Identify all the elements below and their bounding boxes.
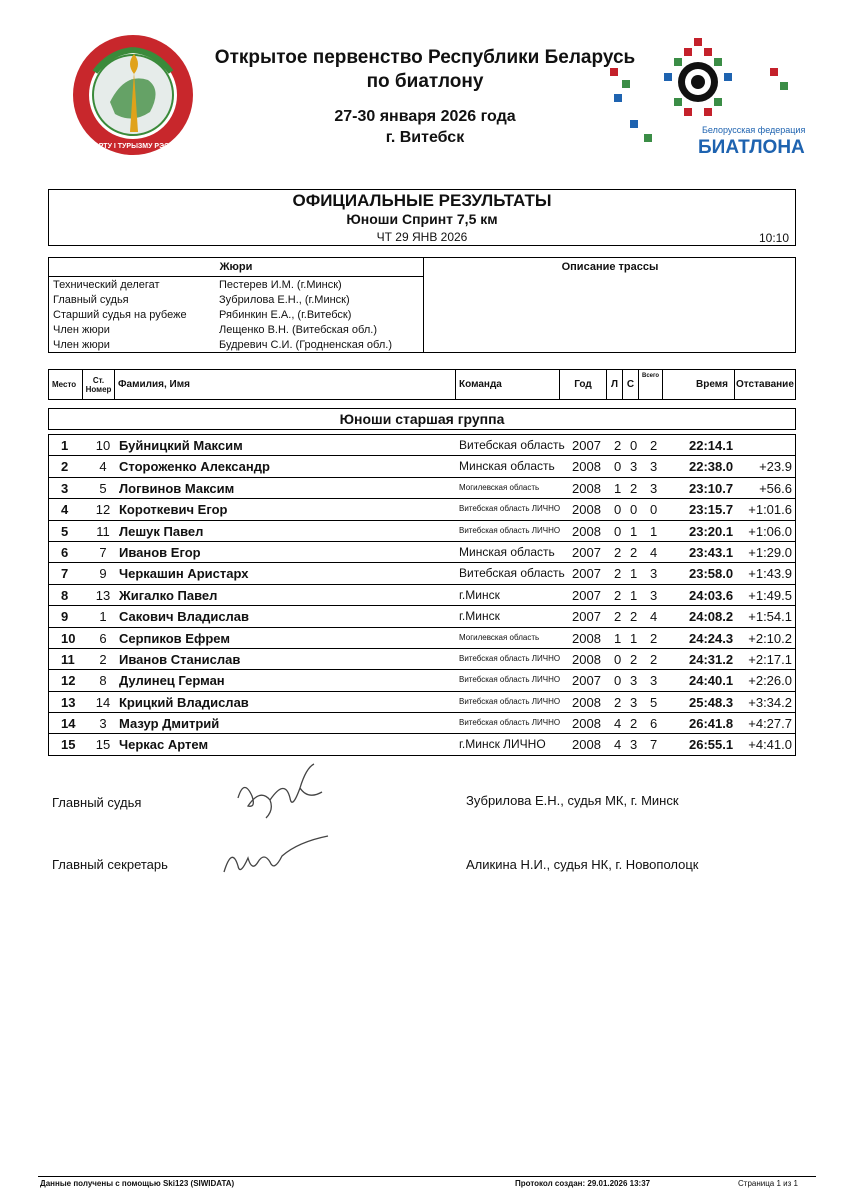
result-standing-misses: 0 (630, 502, 638, 518)
result-name: Дулинец Герман (119, 673, 225, 689)
result-behind: +1:29.0 (748, 544, 792, 560)
group-title: Юноши старшая группа (48, 408, 796, 430)
result-year: 2008 (572, 716, 601, 732)
result-total-misses: 1 (650, 523, 658, 539)
footer-divider (38, 1176, 816, 1177)
secretary-label: Главный секретарь (52, 857, 168, 872)
result-row (49, 585, 795, 606)
result-place: 8 (61, 587, 69, 603)
result-total-misses: 0 (650, 502, 658, 518)
result-bib: 2 (99, 651, 107, 667)
result-row (49, 521, 795, 542)
result-name: Сакович Владислав (119, 609, 250, 625)
result-team: Минская область (459, 459, 555, 474)
result-prone-misses: 2 (614, 566, 622, 582)
result-bib: 12 (95, 502, 111, 518)
result-behind: +1:06.0 (748, 523, 792, 539)
result-year: 2007 (572, 544, 601, 560)
result-place: 12 (61, 673, 76, 689)
result-standing-misses: 3 (630, 459, 638, 475)
result-bib: 14 (95, 694, 111, 710)
result-total-misses: 2 (650, 438, 658, 453)
result-behind: +3:34.2 (748, 694, 792, 710)
result-prone-misses: 1 (614, 630, 622, 646)
header-dates: 27-30 января 2026 года (334, 108, 516, 125)
result-bib: 1 (99, 609, 107, 625)
result-row (49, 563, 795, 584)
jury-role: Член жюри (53, 339, 110, 351)
col-year: Год (560, 370, 607, 399)
result-prone-misses: 4 (614, 737, 622, 753)
result-team: Витебская область ЛИЧНО (459, 696, 561, 706)
result-bib: 13 (95, 587, 111, 603)
result-total-misses: 3 (650, 673, 658, 689)
col-team: Команда (456, 370, 560, 399)
result-time: 23:10.7 (689, 480, 734, 496)
result-team: Витебская область ЛИЧНО (459, 525, 561, 535)
result-time: 24:40.1 (689, 673, 734, 689)
result-time: 23:20.1 (689, 523, 734, 539)
result-time: 26:55.1 (689, 737, 734, 753)
official-results-heading: ОФИЦИАЛЬНЫЕ РЕЗУЛЬТАТЫ (292, 191, 552, 210)
col-bib-line2: Номер (85, 384, 112, 394)
result-row (49, 606, 795, 627)
result-team: Витебская область ЛИЧНО (459, 653, 561, 663)
result-place: 4 (61, 502, 69, 518)
result-behind: +56.6 (759, 480, 792, 496)
result-time: 22:14.1 (689, 438, 734, 453)
secretary-signature (218, 832, 338, 892)
biathlon-federation-logo (610, 38, 806, 158)
result-year: 2008 (572, 651, 601, 667)
result-year: 2007 (572, 566, 601, 582)
result-place: 11 (61, 651, 75, 667)
result-row (49, 628, 795, 649)
result-standing-misses: 2 (630, 544, 638, 560)
result-name: Крицкий Владислав (119, 694, 249, 710)
result-name: Короткевич Егор (119, 502, 228, 518)
result-behind: +4:27.7 (748, 716, 792, 732)
result-total-misses: 2 (650, 630, 658, 646)
result-prone-misses: 0 (614, 502, 622, 518)
result-bib: 10 (95, 438, 111, 453)
result-team: Витебская область ЛИЧНО (459, 504, 561, 514)
jury-heading: Жюри (49, 258, 423, 277)
result-year: 2007 (572, 609, 601, 625)
col-bib-line1: Ст. (92, 375, 105, 385)
header-city: г. Витебск (385, 129, 465, 146)
jury-role: Член жюри (53, 324, 110, 336)
result-name: Стороженко Александр (119, 459, 270, 475)
ministry-logo (28, 32, 238, 158)
result-standing-misses: 3 (630, 737, 638, 753)
result-row (49, 713, 795, 734)
result-row (49, 542, 795, 563)
result-time: 24:24.3 (689, 630, 734, 646)
result-row (49, 499, 795, 520)
result-prone-misses: 1 (614, 480, 622, 496)
result-name: Логвинов Максим (119, 480, 235, 496)
jury-member-row (49, 293, 423, 308)
result-place: 3 (61, 480, 69, 496)
result-row (49, 734, 795, 755)
result-place: 7 (61, 566, 69, 582)
result-prone-misses: 2 (614, 587, 622, 603)
result-team: г.Минск ЛИЧНО (459, 737, 546, 752)
result-year: 2008 (572, 737, 601, 753)
results-column-header (48, 369, 796, 400)
footer-page: Страница 1 из 1 (738, 1179, 798, 1188)
result-row (49, 692, 795, 713)
ministry-logo-text: МІНІСТЭРСТВА СПОРТУ І ТУРЫЗМУ РЭСПУБЛІКІ БЕЛАРУСЬ (28, 143, 238, 150)
result-team: Минская область (459, 544, 555, 559)
result-standing-misses: 1 (630, 587, 638, 603)
result-behind: +2:10.2 (748, 630, 792, 646)
result-bib: 8 (99, 673, 107, 689)
col-bib (83, 370, 115, 399)
result-place: 2 (61, 459, 69, 475)
result-year: 2007 (572, 438, 601, 453)
result-time: 24:31.2 (689, 651, 734, 667)
chief-judge-name: Зубрилова Е.Н., судья МК, г. Минск (466, 793, 679, 808)
result-total-misses: 4 (650, 609, 658, 625)
results-table (48, 434, 796, 756)
result-place: 13 (61, 694, 76, 710)
event-date: ЧТ 29 ЯНВ 2026 (376, 230, 468, 244)
result-year: 2007 (572, 587, 601, 603)
result-row (49, 649, 795, 670)
jury-section (48, 257, 796, 353)
result-name: Черкашин Аристарх (119, 566, 249, 582)
result-place: 5 (61, 523, 69, 539)
jury-member-row (49, 338, 423, 353)
result-time: 23:58.0 (689, 566, 734, 582)
result-behind: +1:54.1 (748, 609, 792, 625)
result-standing-misses: 2 (630, 651, 638, 667)
result-prone-misses: 2 (614, 544, 622, 560)
result-time: 23:15.7 (689, 502, 734, 518)
col-s: С (623, 370, 639, 399)
result-bib: 5 (99, 480, 107, 496)
result-behind: +4:41.0 (748, 737, 792, 753)
result-total-misses: 3 (650, 587, 658, 603)
jury-member-row (49, 278, 423, 293)
result-team: Витебская область ЛИЧНО (459, 675, 561, 685)
result-prone-misses: 2 (614, 438, 622, 453)
result-prone-misses: 0 (614, 523, 622, 539)
result-team: Витебская область (459, 566, 565, 581)
result-bib: 4 (99, 459, 107, 475)
result-total-misses: 7 (650, 737, 658, 753)
result-behind: +1:43.9 (748, 566, 792, 582)
result-total-misses: 3 (650, 480, 658, 496)
result-bib: 11 (96, 523, 110, 539)
result-name: Серпиков Ефрем (119, 630, 230, 646)
result-name: Жигалко Павел (119, 587, 218, 603)
result-total-misses: 3 (650, 459, 658, 475)
result-team: Витебская область (459, 438, 565, 452)
jury-role: Старший судья на рубеже (53, 309, 187, 321)
results-title-box (48, 189, 796, 246)
result-row (49, 670, 795, 691)
result-behind: +2:17.1 (748, 651, 792, 667)
result-time: 25:48.3 (689, 694, 734, 710)
track-description-heading (423, 258, 796, 353)
result-prone-misses: 4 (614, 716, 622, 732)
result-prone-misses: 0 (614, 459, 622, 475)
result-year: 2008 (572, 523, 601, 539)
result-standing-misses: 1 (630, 523, 638, 539)
jury-role: Главный судья (53, 294, 129, 306)
footer-created: Протокол создан: 29.01.2026 13:37 (515, 1179, 651, 1188)
result-total-misses: 6 (650, 716, 658, 732)
jury-person: Лещенко В.Н. (Витебская обл.) (219, 324, 377, 336)
result-team: Могилевская область (459, 482, 540, 492)
result-standing-misses: 1 (630, 566, 638, 582)
result-time: 22:38.0 (689, 459, 734, 475)
result-year: 2007 (572, 673, 601, 689)
fed-big-text: БИАТЛОНА (698, 137, 805, 158)
result-name: Мазур Дмитрий (119, 716, 220, 732)
result-time: 24:03.6 (689, 587, 734, 603)
result-row (49, 478, 795, 499)
result-prone-misses: 2 (614, 694, 622, 710)
result-team: Могилевская область (459, 632, 540, 642)
result-place: 9 (61, 609, 69, 625)
result-prone-misses: 0 (614, 651, 622, 667)
jury-person: Зубрилова Е.Н., (г.Минск) (219, 294, 350, 306)
result-place: 15 (61, 737, 76, 753)
result-behind: +1:01.6 (748, 502, 792, 518)
jury-person: Пестерев И.М. (г.Минск) (219, 279, 342, 291)
footer-data-source: Данные получены с помощью Ski123 (SIWIDATA) (40, 1179, 235, 1188)
result-total-misses: 4 (650, 544, 658, 560)
jury-person: Будревич С.И. (Гродненская обл.) (219, 339, 392, 351)
result-standing-misses: 2 (630, 609, 638, 625)
event-name: Юноши Спринт 7,5 км (346, 211, 498, 227)
track-description-label: Описание трассы (561, 261, 659, 273)
col-time: Время (663, 370, 735, 399)
event-time: 10:10 (758, 231, 789, 245)
result-behind: +2:26.0 (748, 673, 792, 689)
result-bib: 9 (99, 566, 107, 582)
result-team: г.Минск (459, 587, 500, 602)
result-behind: +23.9 (759, 459, 792, 475)
result-bib: 7 (99, 544, 107, 560)
result-bib: 15 (95, 737, 111, 753)
result-year: 2008 (572, 694, 601, 710)
result-prone-misses: 0 (614, 673, 622, 689)
result-team: Витебская область ЛИЧНО (459, 718, 561, 728)
chief-judge-signature (230, 758, 340, 833)
result-place: 10 (61, 630, 76, 646)
jury-member-row (49, 308, 423, 323)
result-behind: +1:49.5 (748, 587, 792, 603)
jury-role: Технический делегат (53, 279, 160, 291)
result-standing-misses: 2 (630, 480, 638, 496)
result-name: Буйницкий Максим (119, 438, 243, 453)
result-total-misses: 3 (650, 566, 658, 582)
fed-small-text: Белорусская федерация (702, 125, 806, 135)
result-name: Иванов Станислав (119, 651, 241, 667)
col-l: Л (607, 370, 623, 399)
result-place: 6 (61, 544, 69, 560)
result-prone-misses: 2 (614, 609, 622, 625)
result-name: Иванов Егор (119, 544, 201, 560)
result-standing-misses: 3 (630, 694, 638, 710)
col-behind: Отставание (736, 379, 794, 390)
result-standing-misses: 3 (630, 673, 638, 689)
result-place: 1 (61, 438, 69, 453)
result-team: г.Минск (459, 609, 500, 624)
result-row (49, 435, 795, 456)
secretary-name: Аликина Н.И., судья НК, г. Новополоцк (466, 857, 699, 872)
result-name: Лешук Павел (119, 523, 204, 539)
result-name: Черкас Артем (119, 737, 209, 753)
result-time: 23:43.1 (689, 544, 734, 560)
chief-judge-label: Главный судья (52, 795, 142, 810)
result-standing-misses: 0 (630, 438, 638, 453)
result-year: 2008 (572, 480, 601, 496)
result-year: 2008 (572, 459, 601, 475)
jury-member-row (49, 323, 423, 338)
result-standing-misses: 1 (630, 630, 638, 646)
col-total: Всего (639, 370, 663, 399)
result-time: 26:41.8 (689, 716, 734, 732)
result-year: 2008 (572, 630, 601, 646)
result-total-misses: 2 (650, 651, 658, 667)
col-name: Фамилия, Имя (115, 370, 456, 399)
header-title-line1: Открытое первенство Республики Беларусь (214, 47, 636, 68)
header-title-line2: по биатлону (366, 71, 484, 92)
result-place: 14 (61, 716, 76, 732)
result-bib: 6 (99, 630, 107, 646)
result-year: 2008 (572, 502, 601, 518)
result-time: 24:08.2 (689, 609, 734, 625)
col-place: Место (49, 370, 83, 399)
result-row (49, 456, 795, 477)
result-bib: 3 (99, 716, 107, 732)
result-standing-misses: 2 (630, 716, 638, 732)
result-total-misses: 5 (650, 694, 658, 710)
jury-person: Рябинкин Е.А., (г.Витебск) (219, 309, 352, 321)
